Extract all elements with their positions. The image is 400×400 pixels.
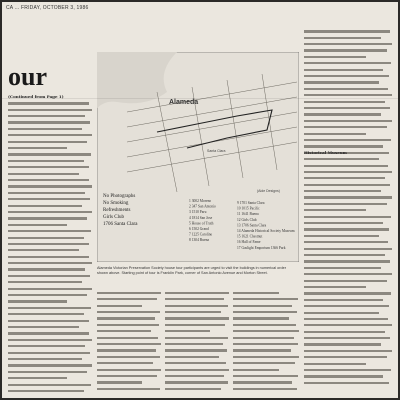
- legend-item: 11 1641 Buena: [237, 212, 259, 217]
- tour-rule: No Smoking: [103, 201, 129, 206]
- section-label: CA: [6, 5, 14, 11]
- legend-left: [189, 199, 216, 242]
- legend-item: 10 1015 Pacific: [237, 206, 260, 211]
- article-column-left: [8, 94, 92, 394]
- legend-item: 8 1304 Buena: [189, 238, 209, 243]
- article-column-bottom-2: [165, 290, 229, 396]
- legend-item: 16 Hall of Fame: [237, 240, 261, 245]
- map-region-label: Alameda: [169, 99, 199, 106]
- legend-item: 5 House of Truth: [189, 221, 214, 226]
- legend-item: 7 1225 Caroline: [189, 232, 213, 237]
- page-header: CA ... FRIDAY, OCTOBER 3, 1986: [6, 5, 89, 11]
- tour-rule: Refreshments: [103, 208, 131, 213]
- legend-item: 17 Gaslight Emporium 1366 Park: [237, 245, 286, 250]
- legend-item: 12 Girls Club: [237, 217, 257, 222]
- legend-item: 9 1701 Santa Clara: [237, 201, 265, 205]
- headline: our: [8, 62, 47, 91]
- legend-item: 3 1510 Paru: [189, 210, 207, 215]
- issue-date: FRIDAY, OCTOBER 3, 1986: [21, 5, 89, 11]
- tour-rule: Girls Club: [103, 215, 124, 220]
- legend-item: 2 347 San Antonio: [189, 204, 216, 209]
- legend-item: 1 3002 Moreno: [189, 199, 212, 203]
- legend-item: 14 Alameda Historical Society Museum: [237, 229, 295, 233]
- continued-note: (Continued from Page 1): [8, 94, 64, 99]
- map-caption: Alameda Victorian Preservation Society house tour participants are urged to visit the buildings in numerical order shown above. Starting point of tour is Franklin Park, corner of San Antonio Avenue and Morton Street.: [97, 266, 287, 275]
- tour-rule: 1706 Santa Clara: [103, 222, 138, 227]
- legend-item: 6 1502 Grand: [189, 227, 209, 231]
- paper-fold: [2, 98, 398, 99]
- article-column-bottom-1: [97, 290, 161, 396]
- right-column-subhead: Historical Museum: [304, 150, 347, 155]
- map-street-label: Santa Clara: [207, 149, 226, 153]
- legend-item: 15 1621 Chestnut: [237, 234, 263, 239]
- map-credit: (Aide Designs): [257, 189, 280, 193]
- newspaper-clipping: [2, 2, 398, 398]
- legend-item: 13 1706 Santa Clara: [237, 223, 267, 228]
- article-column-right: [304, 22, 392, 392]
- legend-item: 4 1814 San Jose: [189, 215, 213, 220]
- tour-rule: No Photographs: [103, 194, 136, 199]
- tour-map: [97, 52, 299, 262]
- article-column-bottom-3: [233, 290, 299, 396]
